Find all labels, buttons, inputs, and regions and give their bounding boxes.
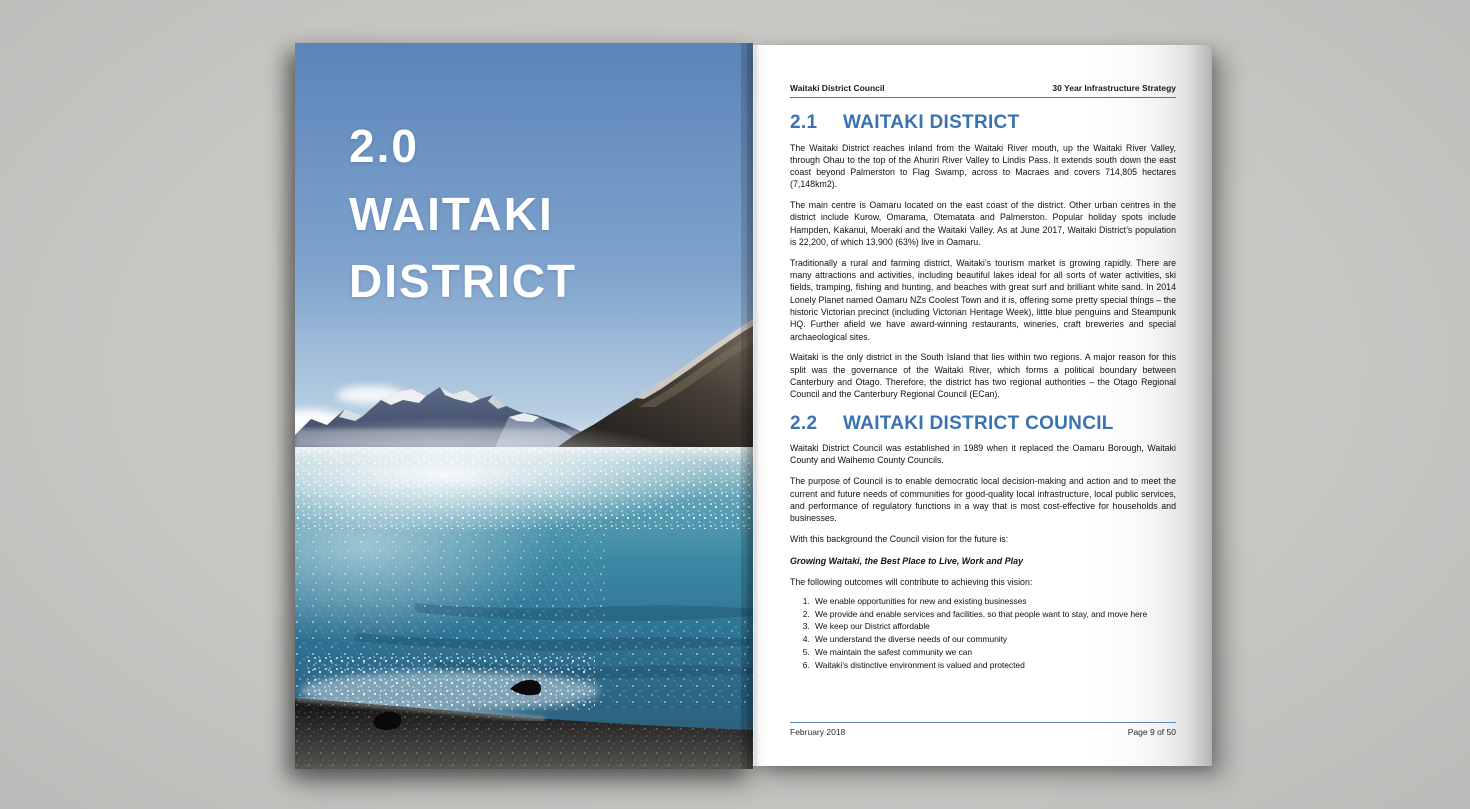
footer-date: February 2018 — [790, 727, 846, 737]
outcome-item: 2. We provide and enable services and facilities, so that people want to stay, and move here — [812, 608, 1176, 621]
page-content — [790, 83, 1176, 671]
paragraph: Waitaki District Council was established in 1989 when it replaced the Oamaru Borough, Waitaki County and Waihemo County Councils. — [790, 443, 1176, 466]
outcome-item: 3. We keep our District affordable — [812, 620, 1176, 633]
chapter-title-line2: DISTRICT — [349, 255, 578, 307]
paragraph: The main centre is Oamaru located on the east coast of the district. Other urban centres in the district include Kurow, Omarama, Otematata and Palmerston. Popular holiday spots include Hampden, Kakanui, Moeraki and the Waitaki Valley. As at June 2017, Waitaki District’s population is 22,200, of which 13,900 (63%) live in Oamaru. — [790, 200, 1176, 248]
outcome-item: 1. We enable opportunities for new and existing businesses — [812, 595, 1176, 608]
running-header-left: Waitaki District Council — [790, 83, 885, 93]
section-number: 2.1 — [790, 112, 818, 133]
paragraph: The Waitaki District reaches inland from the Waitaki River mouth, up the Waitaki River Valley, through Ohau to the top of the Ahuriri River Valley to Lindis Pass. It extends south down the east coast beyond Palmerston to Flag Swamp, across to Macraes and covers 714,805 hectares (7,148km2). — [790, 142, 1176, 190]
section-title: WAITAKI DISTRICT — [843, 112, 1020, 133]
section-heading-2-1 — [790, 112, 1176, 133]
chapter-title — [349, 113, 577, 316]
outcomes-intro: The following outcomes will contribute to achieving this vision: — [790, 576, 1033, 587]
left-page — [295, 43, 753, 769]
section-heading-2-2 — [790, 413, 1176, 434]
chapter-title-line1: WAITAKI — [349, 187, 554, 240]
outcome-item: 4. We understand the diverse needs of our community — [812, 633, 1176, 646]
right-page — [753, 45, 1212, 766]
outcome-item: 6. Waitaki’s distinctive environment is valued and protected — [812, 659, 1176, 672]
section-title: WAITAKI DISTRICT COUNCIL — [843, 412, 1114, 434]
outcome-item: 5. We maintain the safest community we can — [812, 646, 1176, 659]
page-footer — [790, 722, 1176, 737]
running-header-right: 30 Year Infrastructure Strategy — [1052, 83, 1176, 93]
paragraph: The purpose of Council is to enable democratic local decision-making and action and to meet the current and future needs of communities for good-quality local infrastructure, local public services, and performance of regulatory functions in a way that is most cost-effective for households and businesses. — [790, 476, 1176, 524]
outcomes-list — [790, 595, 1176, 672]
vision-statement: Growing Waitaki, the Best Place to Live, Work and Play — [790, 555, 1024, 566]
running-header — [790, 83, 1176, 98]
paragraph: Waitaki is the only district in the South Island that lies within two regions. A major reason for this split was the governance of the Waitaki River, which forms a political boundary between Canterbury and Otago. Therefore, the district has two regional authorities – the Otago Regional Council and the Canterbury Regional Council (ECan). — [790, 352, 1176, 400]
chapter-number: 2.0 — [349, 120, 419, 172]
section-number: 2.2 — [790, 412, 818, 434]
footer-page-number: Page 9 of 50 — [1127, 727, 1176, 737]
paragraph: Traditionally a rural and farming district, Waitaki’s tourism market is growing rapidly. There are many attractions and activities, including beautiful lakes ideal for all sorts of water activities, ski fields, tramping, fishing and hunting, and beaches with great surf and brilliant white sand. In 2014 Lonely Planet named Oamaru NZs Coolest Town and it is, offering some pretty special things – the historic Victorian precinct (including Victorian Heritage Week), little blue penguins and Steampunk HQ. Further afield we have award-winning restaurants, wineries, craft breweries and special archaeological sites. — [790, 257, 1176, 342]
paragraph: With this background the Council vision for the future is: — [790, 533, 1009, 544]
